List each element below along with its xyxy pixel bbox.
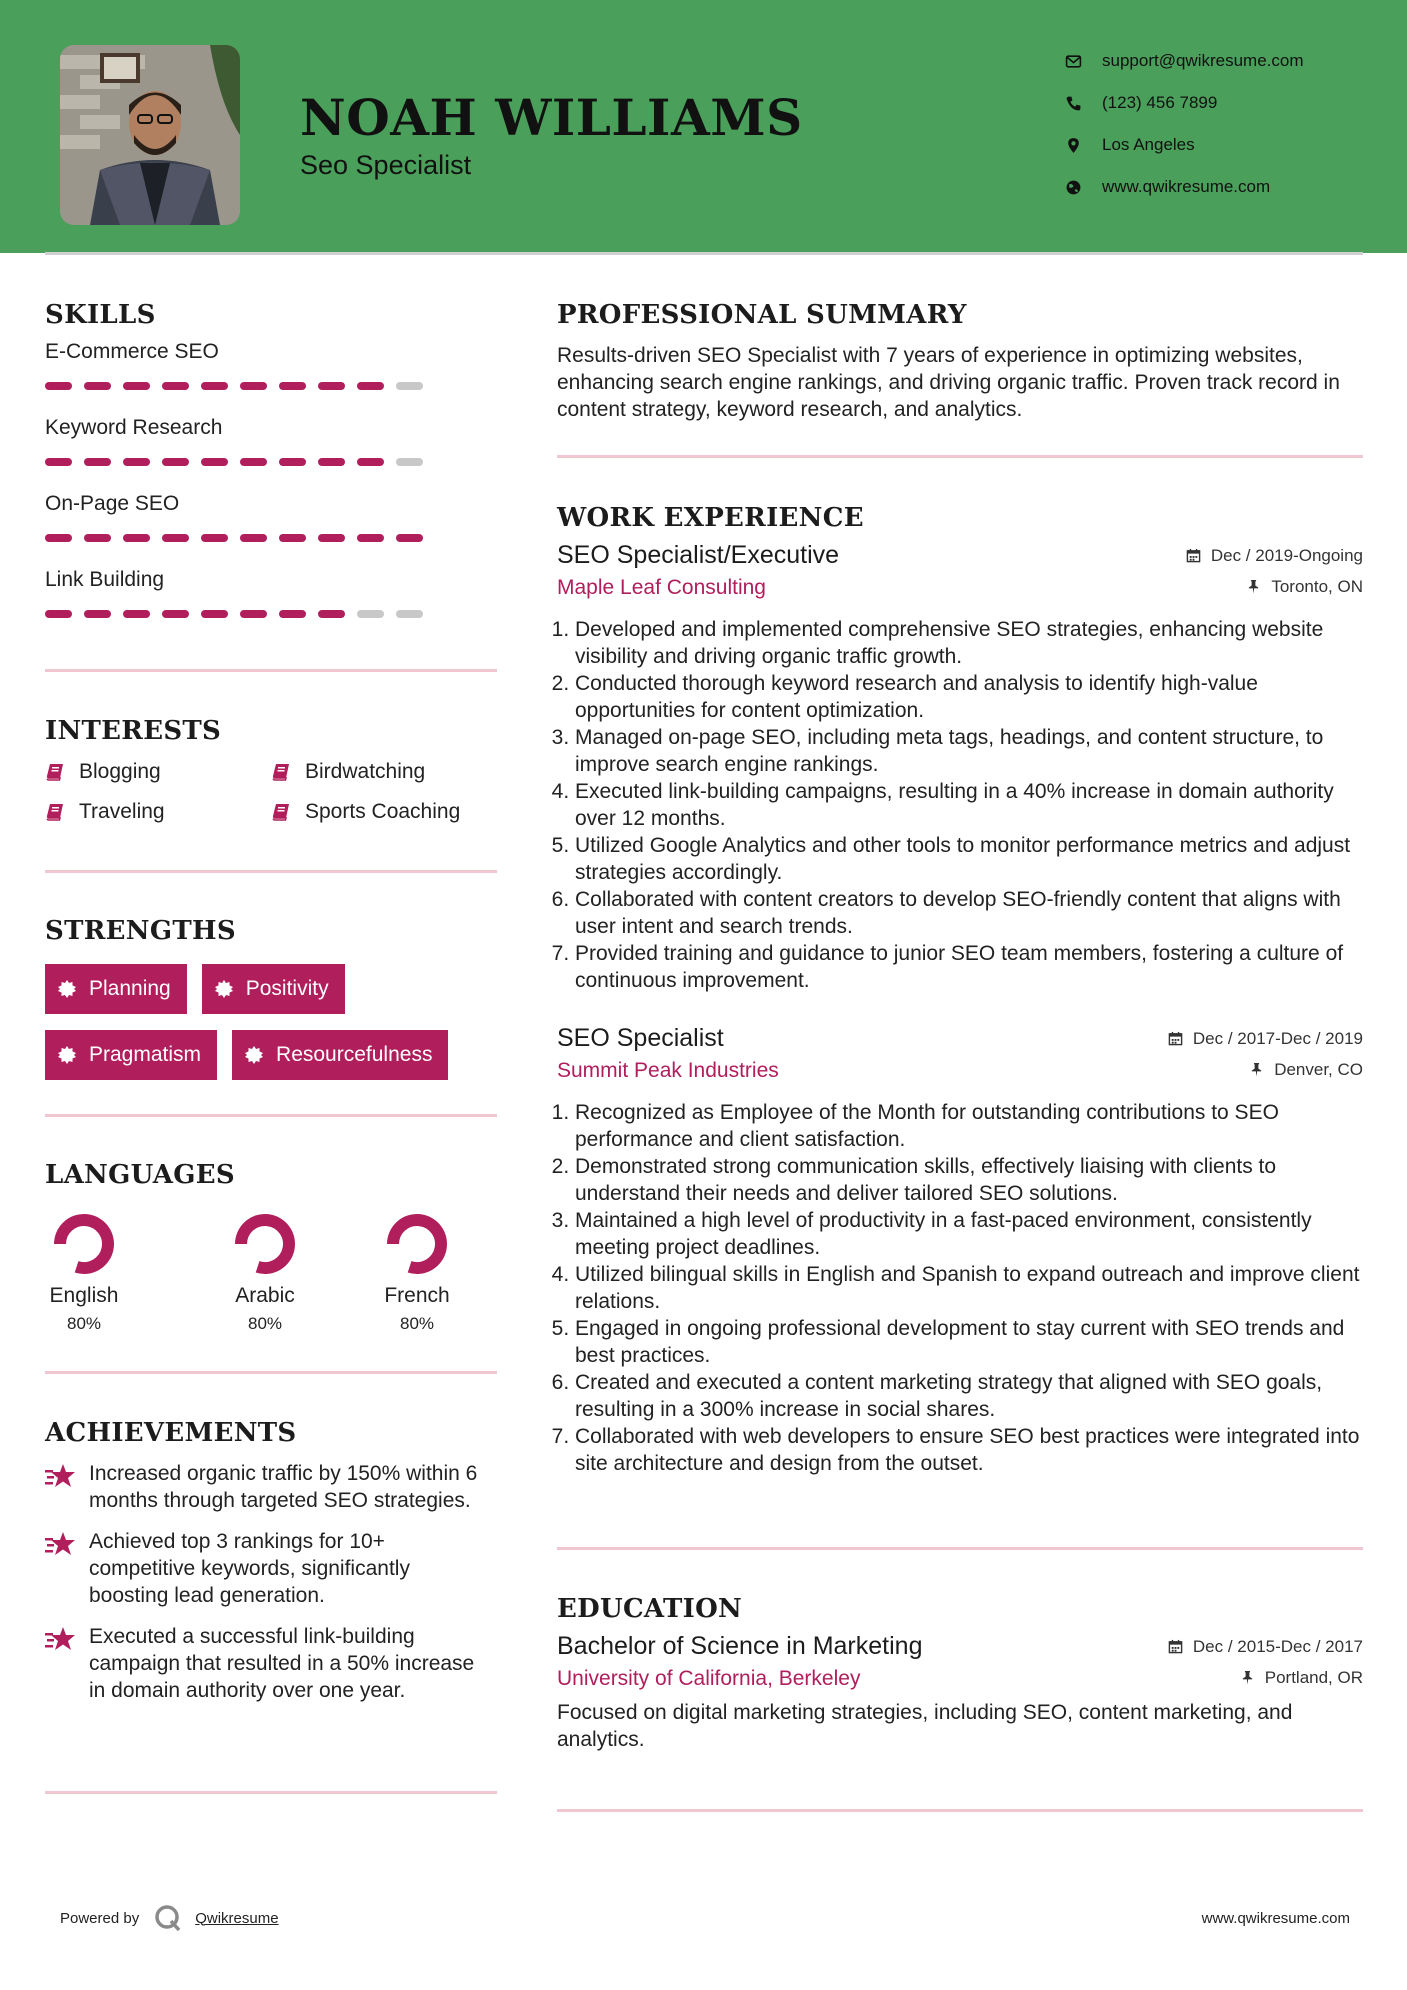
job-location [1249, 1060, 1363, 1080]
skill-dot-filled [318, 610, 345, 618]
skills-title: SKILLS [45, 300, 156, 330]
skill-dot-filled [279, 382, 306, 390]
section-divider [557, 1809, 1363, 1812]
job-title: SEO Specialist/Executive [557, 541, 840, 569]
badge-icon [214, 979, 234, 999]
contact-location [1065, 124, 1304, 166]
achievement-item [45, 1623, 497, 1704]
education-location-text: Portland, OR [1264, 1667, 1363, 1687]
language-gauge [233, 1212, 297, 1276]
job-header [557, 541, 1363, 570]
job-bullet: 2. Conducted thorough keyword research and analysis to identify high-value opportunities for content optimization. [575, 670, 1363, 724]
skill-dot-filled [162, 382, 189, 390]
skill-dot-filled [45, 534, 72, 542]
skill-rating [45, 452, 497, 492]
job-dates [1168, 1029, 1363, 1049]
candidate-role: Seo Specialist [300, 150, 472, 180]
education-section [557, 1594, 1363, 1753]
language-gauge-arc [60, 1220, 108, 1268]
skill-dot-empty [357, 610, 384, 618]
contact-website[interactable] [1065, 166, 1304, 208]
skill-dot-filled [45, 382, 72, 390]
job-entry [557, 541, 1363, 994]
strength-chip [202, 964, 345, 1014]
book-icon [45, 762, 65, 782]
section-divider [45, 1791, 497, 1794]
skill-dot-filled [201, 610, 228, 618]
contact-list [1065, 40, 1304, 208]
section-divider [45, 669, 497, 672]
contact-phone[interactable] [1065, 82, 1304, 124]
globe-icon [1065, 179, 1082, 196]
header [0, 0, 1407, 253]
strength-label: Positivity [245, 977, 329, 1000]
skill-dot-filled [240, 458, 267, 466]
language-item [341, 1212, 493, 1334]
job-bullet: 2. Demonstrated strong communication skills, effectively liaising with clients to understand their needs and deliver tailored SEO solutions. [575, 1153, 1363, 1207]
qwikresume-link[interactable]: Qwikresume [195, 1909, 279, 1927]
skill-dot-empty [396, 610, 423, 618]
job-subheader [557, 1059, 1363, 1083]
job-bullet: 1. Developed and implemented comprehensive SEO strategies, enhancing website visibility and driving organic traffic growth. [575, 616, 1363, 670]
language-gauge [385, 1212, 449, 1276]
book-icon [271, 802, 291, 822]
job-dates-text: Dec / 2019-Ongoing [1210, 545, 1363, 565]
qwikresume-logo-icon [153, 1903, 183, 1933]
powered-by-label: Powered by [60, 1909, 140, 1927]
skills-section [45, 300, 497, 644]
job-bullets [557, 1099, 1363, 1477]
skill-name: On-Page SEO [45, 492, 180, 515]
star-icon [45, 1530, 77, 1558]
language-percent: 80% [247, 1314, 283, 1333]
skill-item [45, 492, 497, 568]
calendar-icon [1186, 548, 1201, 563]
skill-dot-filled [279, 458, 306, 466]
interest-label: Blogging [79, 760, 161, 783]
job-bullets [557, 616, 1363, 994]
strengths-list [45, 964, 497, 1080]
interest-item [271, 800, 497, 824]
skill-dot-filled [123, 534, 150, 542]
section-divider [45, 1371, 497, 1374]
strengths-section [45, 916, 497, 1080]
star-icon [45, 1462, 77, 1490]
skill-dot-filled [162, 458, 189, 466]
job-bullet: 6. Created and executed a content marketing strategy that aligned with SEO goals, resulting in a 300% increase in social shares. [575, 1369, 1363, 1423]
header-divider [45, 252, 1363, 255]
experience-title: WORK EXPERIENCE [557, 503, 864, 533]
job-title: SEO Specialist [557, 1024, 724, 1052]
summary-section [557, 300, 1363, 423]
achievement-item [45, 1528, 497, 1609]
languages-section [45, 1160, 497, 1334]
contact-email[interactable] [1065, 40, 1304, 82]
language-gauge [52, 1212, 116, 1276]
achievements-section [45, 1418, 497, 1704]
skill-dot-filled [123, 382, 150, 390]
job-dates [1186, 546, 1363, 566]
company-name: Summit Peak Industries [557, 1059, 779, 1082]
section-divider [557, 455, 1363, 458]
summary-text: Results-driven SEO Specialist with 7 years of experience in optimizing websites, enhancing search engine rankings, and driving organic traffic. Proven track record in content strategy, keyword research, and analytics. [557, 344, 1340, 421]
job-bullet: 3. Maintained a high level of productivity in a fast-paced environment, consistently meeting project deadlines. [575, 1207, 1363, 1261]
skill-dot-filled [318, 534, 345, 542]
education-title: EDUCATION [557, 1594, 743, 1624]
book-icon [271, 762, 291, 782]
candidate-name: NOAH WILLIAMS [300, 88, 803, 147]
skill-dot-filled [84, 610, 111, 618]
interests-list [45, 760, 497, 824]
section-divider [557, 1547, 1363, 1550]
envelope-icon [1065, 53, 1082, 70]
language-item [45, 1212, 123, 1334]
job-dates-text: Dec / 2017-Dec / 2019 [1192, 1028, 1363, 1048]
job-bullet: 7. Provided training and guidance to junior SEO team members, fostering a culture of continuous improvement. [575, 940, 1363, 994]
interest-label: Traveling [79, 800, 165, 823]
skill-dot-filled [201, 382, 228, 390]
skill-dot-filled [357, 382, 384, 390]
job-bullet: 1. Recognized as Employee of the Month for outstanding contributions to SEO performance and client satisfaction. [575, 1099, 1363, 1153]
pin-icon [1246, 579, 1261, 594]
education-dates [1168, 1637, 1363, 1657]
star-icon [45, 1625, 77, 1653]
education-dates-text: Dec / 2015-Dec / 2017 [1192, 1636, 1363, 1656]
company-name: Maple Leaf Consulting [557, 576, 766, 599]
education-subheader [557, 1667, 1363, 1691]
education-header [557, 1632, 1363, 1661]
skill-dot-filled [279, 534, 306, 542]
profile-photo-image [60, 45, 240, 225]
skill-item [45, 340, 497, 416]
skill-dot-filled [123, 610, 150, 618]
job-bullet: 4. Utilized bilingual skills in English and Spanish to expand outreach and improve client relations. [575, 1261, 1363, 1315]
interests-section [45, 716, 497, 824]
interest-label: Sports Coaching [305, 800, 461, 823]
skill-rating [45, 528, 497, 568]
skill-dot-filled [162, 534, 189, 542]
skill-dot-filled [45, 610, 72, 618]
map-pin-icon [1065, 137, 1082, 154]
job-location-text: Toronto, ON [1271, 576, 1363, 596]
profile-photo [60, 45, 240, 225]
strength-chip [232, 1030, 448, 1080]
skill-dot-filled [318, 382, 345, 390]
skill-dot-filled [318, 458, 345, 466]
skill-dot-filled [84, 382, 111, 390]
achievement-text: Executed a successful link-building campaign that resulted in a 50% increase in domain authority over one year. [89, 1625, 475, 1702]
job-location-text: Denver, CO [1274, 1059, 1363, 1079]
calendar-icon [1168, 1031, 1183, 1046]
skill-dot-filled [357, 534, 384, 542]
languages-list [45, 1212, 497, 1334]
skill-dot-filled [279, 610, 306, 618]
strength-label: Planning [89, 977, 171, 1000]
job-bullet: 4. Executed link-building campaigns, resulting in a 40% increase in domain authority over 12 months. [575, 778, 1363, 832]
job-subheader [557, 576, 1363, 600]
strength-chip [45, 1030, 217, 1080]
education-location [1240, 1668, 1363, 1688]
strength-label: Pragmatism [89, 1043, 202, 1066]
education-description: Focused on digital marketing strategies, including SEO, content marketing, and analytics. [557, 1701, 1293, 1751]
language-gauge-arc [241, 1220, 289, 1268]
language-percent: 80% [399, 1314, 435, 1333]
pin-icon [1249, 1062, 1264, 1077]
skill-dot-filled [201, 458, 228, 466]
job-bullet: 6. Collaborated with content creators to develop SEO-friendly content that aligns with user intent and search trends. [575, 886, 1363, 940]
skill-dot-filled [396, 534, 423, 542]
skill-name: Keyword Research [45, 416, 223, 439]
skill-dot-filled [84, 534, 111, 542]
footer-website[interactable]: www.qwikresume.com [1201, 1909, 1350, 1927]
footer [60, 1898, 1350, 1938]
job-bullet: 3. Managed on-page SEO, including meta tags, headings, and content structure, to improve search engine rankings. [575, 724, 1363, 778]
interest-item [45, 760, 271, 784]
pin-icon [1240, 1670, 1255, 1685]
skill-dot-filled [201, 534, 228, 542]
badge-icon [244, 1045, 264, 1065]
interest-item [45, 800, 271, 824]
interest-item [271, 760, 497, 784]
skill-name: Link Building [45, 568, 165, 591]
book-icon [45, 802, 65, 822]
interest-label: Birdwatching [305, 760, 426, 783]
phone-icon [1065, 95, 1082, 112]
job-bullet: 5. Utilized Google Analytics and other tools to monitor performance metrics and adjust strategies accordingly. [575, 832, 1363, 886]
skill-dot-filled [45, 458, 72, 466]
skill-item [45, 416, 497, 492]
interests-title: INTERESTS [45, 716, 222, 746]
section-divider [45, 870, 497, 873]
language-item [189, 1212, 341, 1334]
skill-item [45, 568, 497, 644]
job-location [1246, 577, 1363, 597]
language-gauge-arc [393, 1220, 441, 1268]
skill-dot-filled [123, 458, 150, 466]
language-name: French [384, 1284, 450, 1307]
skills-list [45, 340, 497, 644]
achievements-title: ACHIEVEMENTS [45, 1418, 297, 1448]
skill-rating [45, 376, 497, 416]
contact-location-text: Los Angeles [1102, 135, 1195, 154]
strength-label: Resourcefulness [276, 1043, 433, 1066]
achievement-text: Achieved top 3 rankings for 10+ competitive keywords, significantly boosting lead generation. [89, 1530, 410, 1607]
skill-dot-filled [357, 458, 384, 466]
skill-dot-filled [240, 382, 267, 390]
badge-icon [57, 979, 77, 999]
contact-phone-text: (123) 456 7899 [1102, 93, 1218, 112]
language-name: English [49, 1284, 119, 1307]
strengths-title: STRENGTHS [45, 916, 236, 946]
skill-name: E-Commerce SEO [45, 340, 219, 363]
experience-section [557, 503, 1363, 1477]
achievement-text: Increased organic traffic by 150% within 6 months through targeted SEO strategies. [89, 1462, 478, 1512]
job-bullet: 7. Collaborated with web developers to ensure SEO best practices were integrated into site architecture and design from the outset. [575, 1423, 1363, 1477]
skill-dot-filled [240, 610, 267, 618]
calendar-icon [1168, 1639, 1183, 1654]
school-name: University of California, Berkeley [557, 1667, 861, 1690]
skill-dot-filled [84, 458, 111, 466]
summary-title: PROFESSIONAL SUMMARY [557, 300, 967, 330]
skill-dot-filled [240, 534, 267, 542]
skill-dot-filled [162, 610, 189, 618]
languages-title: LANGUAGES [45, 1160, 235, 1190]
skill-dot-empty [396, 382, 423, 390]
achievement-item [45, 1460, 497, 1514]
job-entry [557, 1024, 1363, 1477]
badge-icon [57, 1045, 77, 1065]
contact-website-text: www.qwikresume.com [1102, 177, 1271, 196]
job-bullet: 5. Engaged in ongoing professional development to stay current with SEO trends and best practices. [575, 1315, 1363, 1369]
degree-title: Bachelor of Science in Marketing [557, 1632, 923, 1660]
language-percent: 80% [66, 1314, 102, 1333]
section-divider [45, 1114, 497, 1117]
language-name: Arabic [235, 1284, 295, 1307]
skill-rating [45, 604, 497, 644]
strength-chip [45, 964, 187, 1014]
job-header [557, 1024, 1363, 1053]
contact-email-text: support@qwikresume.com [1102, 51, 1304, 70]
skill-dot-empty [396, 458, 423, 466]
achievements-list [45, 1460, 497, 1704]
